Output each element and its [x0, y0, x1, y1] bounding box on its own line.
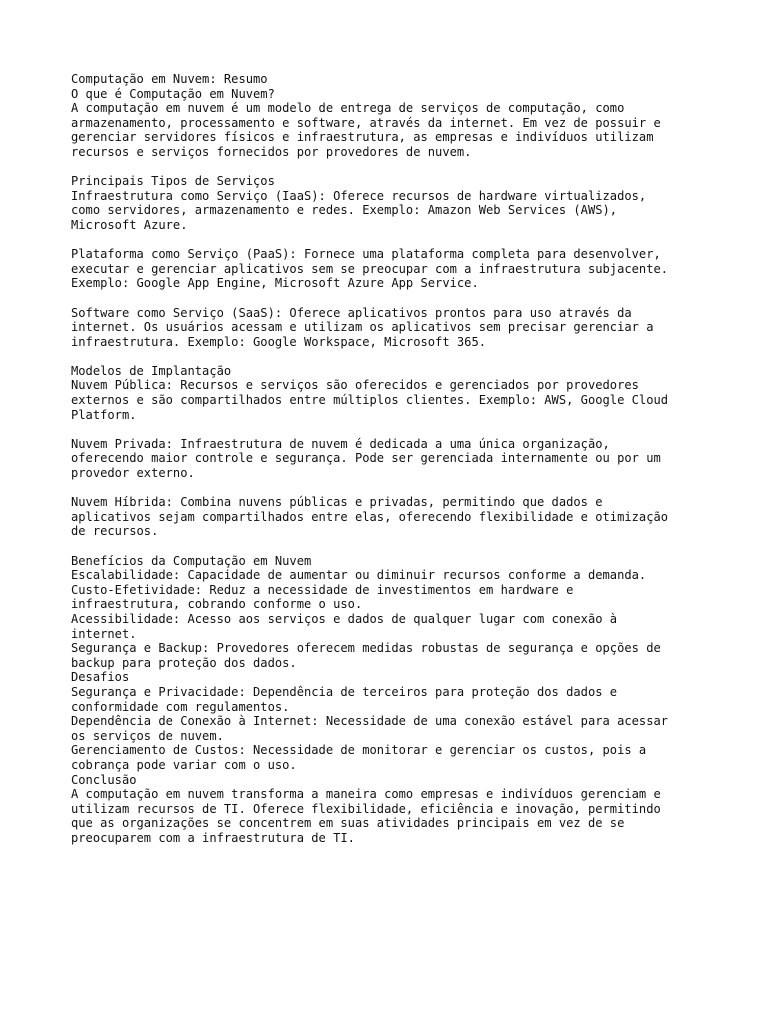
paragraph-spacer	[71, 349, 711, 364]
text-line: Escalabilidade: Capacidade de aumentar ou diminuir recursos conforme a demanda.	[71, 568, 647, 583]
paragraph-spacer	[71, 481, 711, 496]
text-line: internet. Os usuários acessam e utilizam os aplicativos sem precisar gerenciar a	[71, 320, 654, 335]
text-line: Plataforma como Serviço (PaaS): Fornece uma plataforma completa para desenvolver,	[71, 247, 661, 262]
text-line: Nuvem Pública: Recursos e serviços são oferecidos e gerenciados por provedores	[71, 378, 639, 393]
text-line: utilizam recursos de TI. Oferece flexibilidade, eficiência e inovação, permitindo	[71, 801, 661, 816]
text-line: Nuvem Híbrida: Combina nuvens públicas e privadas, permitindo que dados e	[71, 495, 603, 510]
text-line: A computação em nuvem é um modelo de entrega de serviços de computação, como	[71, 101, 625, 116]
section-heading-deployment-models	[71, 364, 711, 379]
text-line: infraestrutura, cobrando conforme o uso.	[71, 597, 363, 612]
paragraph-internet-dependency	[71, 714, 711, 743]
paragraph-cost-management	[71, 743, 711, 772]
text-line: Acessibilidade: Acesso aos serviços e dados de qualquer lugar com conexão à	[71, 611, 618, 626]
text-line: provedor externo.	[71, 466, 195, 481]
text-line: Conclusão	[71, 772, 137, 787]
text-line: Computação em Nuvem: Resumo	[71, 72, 268, 86]
text-line: os serviços de nuvem.	[71, 728, 224, 743]
text-line: armazenamento, processamento e software, através da internet. Em vez de possuir e	[71, 115, 661, 130]
section-heading-benefits	[71, 554, 711, 569]
paragraph-spacer	[71, 539, 711, 554]
paragraph-security-privacy	[71, 685, 711, 714]
paragraph-saas	[71, 306, 711, 350]
text-line: Segurança e Privacidade: Dependência de terceiros para proteção dos dados e	[71, 684, 618, 699]
text-line: infraestrutura. Exemplo: Google Workspace, Microsoft 365.	[71, 334, 487, 349]
document-page	[71, 72, 711, 845]
paragraph-public-cloud	[71, 378, 711, 422]
section-heading-challenges	[71, 670, 711, 685]
text-line: que as organizações se concentrem em suas atividades principais em vez de se	[71, 816, 625, 831]
text-line: backup para proteção dos dados.	[71, 655, 297, 670]
text-line: Infraestrutura como Serviço (IaaS): Oferece recursos de hardware virtualizados,	[71, 188, 647, 203]
text-line: Segurança e Backup: Provedores oferecem medidas robustas de segurança e opções de	[71, 641, 661, 656]
text-line: Custo-Efetividade: Reduz a necessidade de investimentos em hardware e	[71, 582, 574, 597]
text-line: externos e são compartilhados entre múltiplos clientes. Exemplo: AWS, Google Cloud	[71, 393, 669, 408]
text-line: Exemplo: Google App Engine, Microsoft Azure App Service.	[71, 276, 479, 291]
text-line: aplicativos sejam compartilhados entre elas, oferecendo flexibilidade e otimização	[71, 509, 669, 524]
text-line: executar e gerenciar aplicativos sem se preocupar com a infraestrutura subjacente.	[71, 261, 669, 276]
paragraph-spacer	[71, 160, 711, 175]
paragraph-security-backup	[71, 641, 711, 670]
text-line: conformidade com regulamentos.	[71, 699, 290, 714]
section-heading-service-types	[71, 174, 711, 189]
text-line: A computação em nuvem transforma a maneira como empresas e indivíduos gerenciam e	[71, 787, 661, 802]
text-line: preocuparem com a infraestrutura de TI.	[71, 830, 355, 845]
text-line: Benefícios da Computação em Nuvem	[71, 553, 312, 568]
text-line: Principais Tipos de Serviços	[71, 174, 275, 189]
paragraph-spacer	[71, 233, 711, 248]
text-line: Microsoft Azure.	[71, 217, 188, 232]
text-line: de recursos.	[71, 524, 159, 539]
text-line: O que é Computação em Nuvem?	[71, 86, 275, 101]
paragraph-accessibility	[71, 612, 711, 641]
text-line: Modelos de Implantação	[71, 363, 232, 378]
text-line: Dependência de Conexão à Internet: Necessidade de uma conexão estável para acessar	[71, 714, 669, 729]
text-line: Platform.	[71, 407, 137, 422]
text-line: Desafios	[71, 670, 130, 685]
paragraph-private-cloud	[71, 437, 711, 481]
text-line: internet.	[71, 626, 137, 641]
text-line: Software como Serviço (SaaS): Oferece aplicativos prontos para uso através da	[71, 305, 632, 320]
document-title	[71, 72, 711, 87]
paragraph-conclusion	[71, 787, 711, 845]
text-line: cobrança pode variar com o uso.	[71, 757, 297, 772]
text-line: Gerenciamento de Custos: Necessidade de monitorar e gerenciar os custos, pois a	[71, 743, 647, 758]
paragraph-scalability	[71, 568, 711, 583]
paragraph-hybrid-cloud	[71, 495, 711, 539]
paragraph-spacer	[71, 291, 711, 306]
text-line: oferecendo maior controle e segurança. Pode ser gerenciada internamente ou por um	[71, 451, 661, 466]
paragraph-spacer	[71, 422, 711, 437]
text-line: como servidores, armazenamento e redes. Exemplo: Amazon Web Services (AWS),	[71, 203, 618, 218]
section-heading-conclusion	[71, 773, 711, 788]
intro-paragraph	[71, 101, 711, 159]
text-line: recursos e serviços fornecidos por provedores de nuvem.	[71, 144, 472, 159]
text-line: gerenciar servidores físicos e infraestrutura, as empresas e indivíduos utilizam	[71, 130, 654, 145]
text-line: Nuvem Privada: Infraestrutura de nuvem é dedicada a uma única organização,	[71, 436, 610, 451]
paragraph-cost-effectiveness	[71, 583, 711, 612]
paragraph-paas	[71, 247, 711, 291]
paragraph-iaas	[71, 189, 711, 233]
section-heading-what-is	[71, 87, 711, 102]
